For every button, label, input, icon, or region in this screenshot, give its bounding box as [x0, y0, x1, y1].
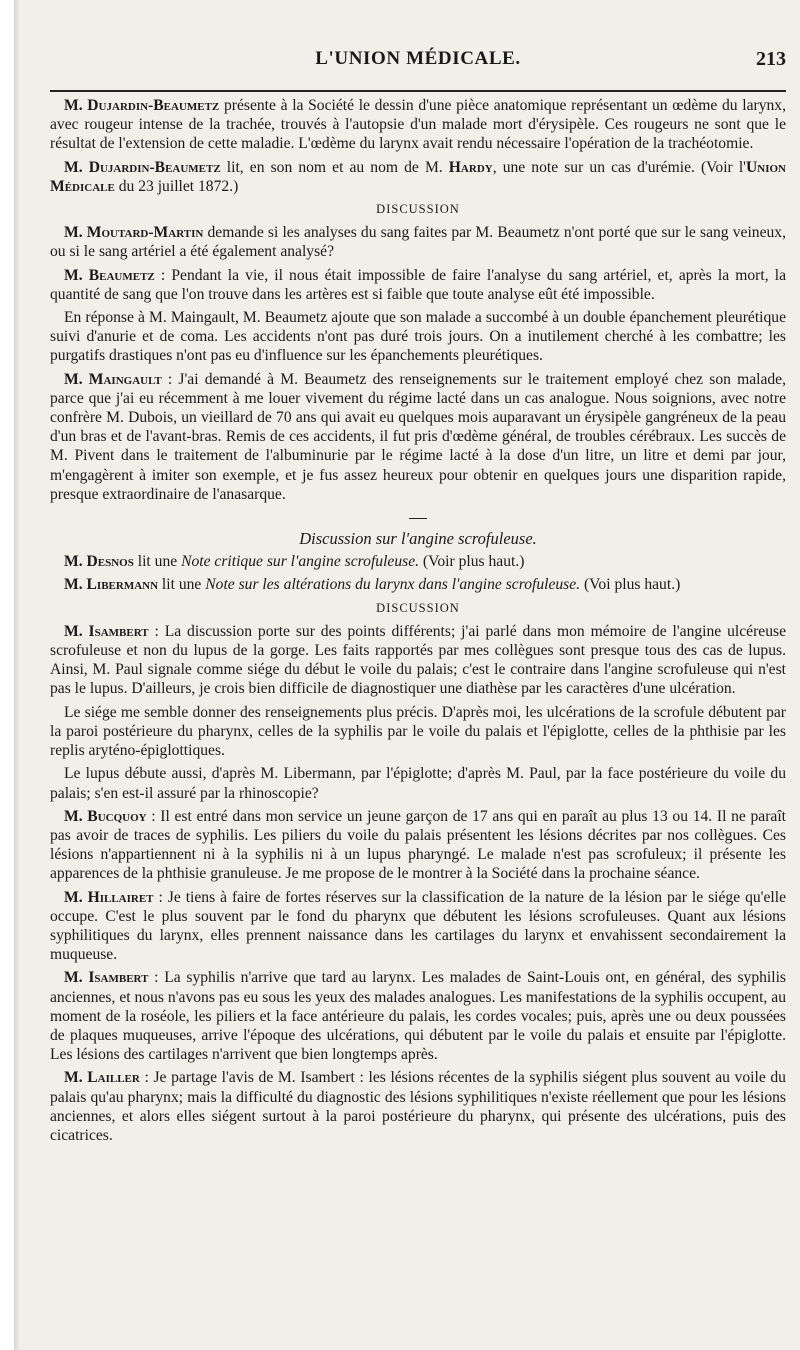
- speaker-name: M. Isambert: [64, 969, 149, 987]
- paragraph-text: : Pendant la vie, il nous était impossible de faire l'analyse du sang artériel, et, après la mort, la quantité de sang que l'on trouve dans les artères est si faible que toute analyse eût été impossible.: [50, 266, 786, 303]
- section-title: Discussion sur l'angine scrofuleuse.: [299, 529, 537, 549]
- speaker-name: M. Moutard-Martin: [64, 224, 204, 242]
- paragraph-text: : J'ai demandé à M. Beaumetz des renseignements sur le traitement employé chez son malade, parce que j'ai eu récemment à me louer vivement du régime lacté dans un cas analogue. Nous soignions, avec notre confrère M. Dubois, un vieillard de 70 ans qui avait eu quelques mois auparavant un érysipèle gangréneux de la peau d'un bras et de l'avant-bras. Remis de ces accidents, il fut pris d'œdème général, de troubles cérébraux. Les succès de M. Pivent dans le traitement de l'albuminurie par le régime lacté à la dose d'un litre, un litre et demi par jour, m'engagèrent à imiter son exemple, et je fus assez heureux pour obtenir en quelques jours une disparition rapide, presque extraordinaire de l'anasarque.: [50, 370, 786, 503]
- note-title: Note sur les altérations du larynx dans l'angine scrofuleuse.: [205, 576, 581, 594]
- paragraph: [50, 370, 786, 504]
- paragraph-text: présente à la Société le dessin d'une pièce anatomique représentant un œdème du larynx, avec rougeur intense de la trachée, trouvés à l'autopsie d'un malade mort d'érysipèle. Ces rougeurs ne sont que le résultat de l'extension de cette maladie. L'œdème du larynx avait rendu nécessaire l'opération de la trachéotomie.: [50, 97, 786, 153]
- paragraph: [50, 1068, 786, 1145]
- paragraph: [50, 552, 786, 571]
- speaker-name: M. Lailler: [64, 1069, 140, 1087]
- paragraph-text: Le siége me semble donner des renseignements plus précis. D'après moi, les ulcérations de la scrofule débutent par la paroi postérieure du pharynx, celles de la syphilis par le voile du palais et l'épiglotte, celles de la phthisie par les replis aryténo-épiglottiques.: [50, 703, 786, 760]
- running-header: [50, 48, 786, 76]
- paragraph-text: : Je partage l'avis de M. Isambert : les lésions récentes de la syphilis siégent plus souvent au voile du palais qu'au pharynx; mais la difficulté du diagnostic des lésions syphilitiques n'existe réellement que pour les lésions anciennes, et alors elles siégent surtout à la paroi postérieure du pharynx, qui présente des ulcérations, puis des cicatrices.: [50, 1069, 786, 1144]
- speaker-name: M. Isambert: [64, 622, 149, 640]
- paragraph-text: : La syphilis n'arrive que tard au larynx. Les malades de Saint-Louis ont, en général, des syphilis anciennes, et nous n'avons pas eu sous les yeux des malades analogues. Les manifestations de la syphilis occupent, au moment de la roséole, les piliers et la face antérieure du palais, les cordes vocales; puis, après une ou deux poussées de plaques muqueuses, arrive l'époque des ulcérations, qui débutent par le voile du palais et ensuite par l'épiglotte. Les lésions des cartilages n'arrivent que bien longtemps après.: [50, 969, 786, 1064]
- paragraph-text: demande si les analyses du sang faites par M. Beaumetz n'ont porté que sur le sang veineux, ou si le sang artériel a été également analysé?: [50, 224, 786, 261]
- paragraph-text: , une note sur un cas d'urémie. (Voir l': [492, 158, 746, 176]
- paragraph: [50, 888, 786, 965]
- note-title: Note critique sur l'angine scrofuleuse.: [181, 553, 420, 571]
- speaker-name: M. Libermann: [64, 576, 159, 594]
- paragraph-text: (Voi plus haut.): [580, 576, 681, 594]
- speaker-name: M. Dujardin-Beaumetz: [64, 97, 220, 114]
- journal-title: L'UNION MÉDICALE.: [315, 48, 521, 69]
- speaker-name: M. Desnos: [64, 553, 134, 571]
- paragraph: [50, 703, 786, 761]
- paragraph: [50, 308, 786, 366]
- paragraph: [50, 622, 786, 699]
- paragraph-text: : Je tiens à faire de fortes réserves sur la classification de la nature de la lésion par le siége qu'elle occupe. C'est le plus souvent par le fond du pharynx que débutent les lésions scrofuleuses. Quant aux lésions syphilitiques du larynx, elles prennent naissance dans les cartilages du larynx et envahissent secondairement la muqueuse.: [50, 888, 786, 964]
- paragraph-text: lit une: [133, 553, 182, 571]
- speaker-name: M. Maingault: [64, 370, 162, 388]
- paragraph: [50, 158, 786, 196]
- speaker-name: M. Hillairet: [64, 888, 154, 906]
- paragraph: [50, 968, 786, 1064]
- paragraph: [50, 575, 786, 594]
- paragraph: [50, 96, 786, 154]
- discussion-heading: DISCUSSION: [376, 600, 460, 615]
- speaker-name: M. Beaumetz: [64, 266, 155, 284]
- journal-name: Union Médicale: [50, 158, 786, 195]
- header-rule: [50, 90, 786, 92]
- paragraph: [50, 223, 786, 261]
- paragraph: [50, 266, 786, 304]
- paragraph-text: : Il est entré dans mon service un jeune garçon de 17 ans qui en paraît au plus 13 ou 14. Il ne paraît pas avoir de traces de syphilis. Les piliers du voile du palais présentent les lésions décrites par nos collègues. Ces lésions n'appartiennent ni à la syphilis ni à un lupus pharyngé. Le malade n'est pas scrofuleux; il présente les apparences de la phthisie granuleuse. Je me propose de le montrer à la Société dans la prochaine séance.: [50, 807, 786, 883]
- paragraph-text: Le lupus débute aussi, d'après M. Libermann, par l'épiglotte; d'après M. Paul, par la face postérieure du voile du palais; s'en est-il assuré par la rhinoscopie?: [50, 765, 786, 802]
- paragraph-text: lit une: [158, 576, 206, 594]
- paragraph: [50, 764, 786, 802]
- page-number: 213: [756, 48, 786, 70]
- paragraph-text: lit, en son nom et au nom de M.: [220, 158, 449, 176]
- paragraph-text: (Voir plus haut.): [419, 553, 525, 571]
- document-page: [14, 0, 800, 1350]
- body-text: [50, 96, 786, 1149]
- speaker-name: M. Dujardin-Beaumetz: [64, 158, 221, 176]
- paragraph-text: En réponse à M. Maingault, M. Beaumetz ajoute que son malade a succombé à un double épanchement pleurétique suivi d'anurie et de coma. Les accidents n'ont pas duré trois jours. On a inutilement cherché à les combattre; les purgatifs drastiques n'ont pas eu d'influence sur les épanchements pleurétiques.: [50, 309, 786, 365]
- speaker-name: Hardy: [448, 158, 493, 176]
- paragraph: [50, 807, 786, 884]
- paragraph-text: du 23 juillet 1872.): [114, 177, 239, 195]
- section-separator: [409, 518, 427, 519]
- discussion-heading: DISCUSSION: [376, 202, 460, 217]
- speaker-name: M. Bucquoy: [64, 807, 147, 825]
- paragraph-text: : La discussion porte sur des points différents; j'ai parlé dans mon mémoire de l'angine ulcéreuse scrofuleuse et non du lupus de la gorge. Les faits rapportés par mes collègues sont presque tous des cas de lupus. Ainsi, M. Paul signale comme siége du début le voile du palais; c'est le contraire dans l'angine scrofuleuse qui n'est pas le lupus. D'ailleurs, je crois bien difficile de diagnostiquer une diathèse par les caractères d'une ulcération.: [50, 622, 786, 698]
